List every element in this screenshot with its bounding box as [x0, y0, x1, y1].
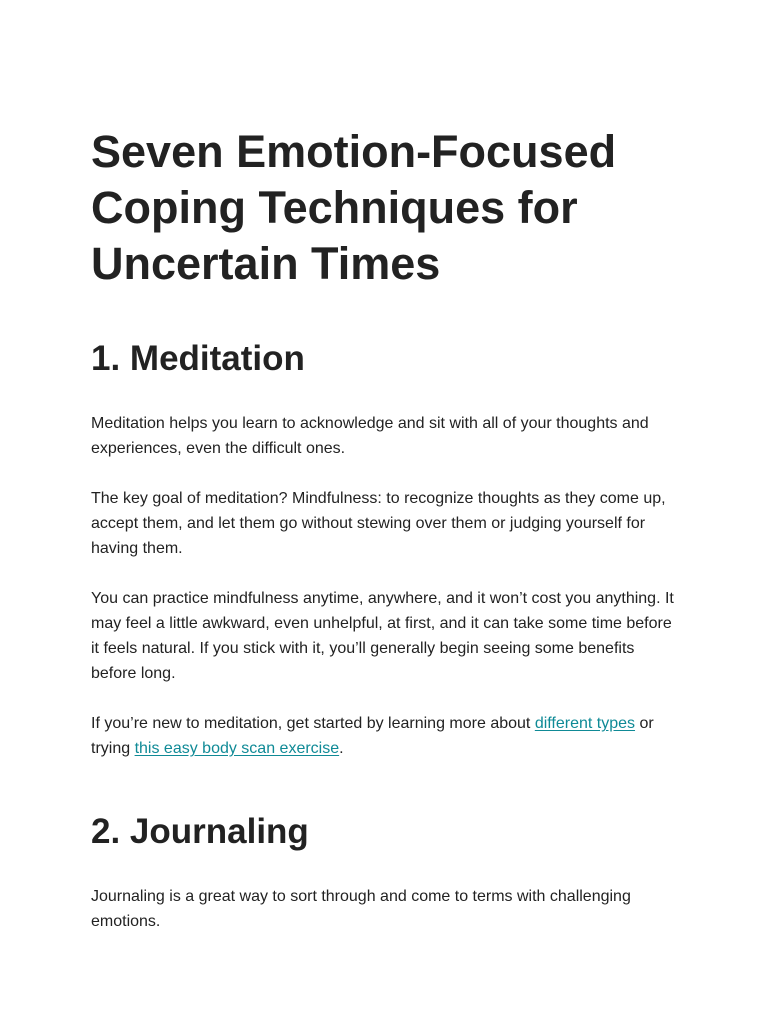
link-different-types[interactable]: different types	[534, 715, 636, 732]
paragraph: Journaling is a great way to sort through and come to terms with challenging emotions.	[91, 888, 631, 930]
section-meditation	[91, 339, 681, 761]
section-heading-meditation: 1. Meditation	[91, 339, 305, 378]
link-paragraph-prefix: If you’re new to meditation, get started by learning more about	[91, 715, 535, 732]
section-heading-journaling: 2. Journaling	[91, 812, 309, 851]
link-paragraph-suffix: .	[339, 740, 344, 757]
section-journaling	[91, 812, 681, 934]
link-body-scan-exercise[interactable]: this easy body scan exercise	[134, 740, 340, 757]
article	[91, 124, 681, 934]
paragraph-with-links	[91, 711, 681, 761]
paragraph: The key goal of meditation? Mindfulness: to recognize thoughts as they come up, accept them, and let them go without stewing over them or judging yourself for having them.	[91, 490, 666, 557]
article-title: Seven Emotion-Focused Coping Techniques for Uncertain Times	[91, 126, 617, 289]
paragraph: You can practice mindfulness anytime, anywhere, and it won’t cost you anything. It may feel a little awkward, even unhelpful, at first, and it can take some time before it feels natural. If you stick with it, you’ll generally begin seeing some benefits before long.	[91, 590, 674, 682]
link-paragraph-middle: or trying	[91, 715, 654, 757]
paragraph: Meditation helps you learn to acknowledge and sit with all of your thoughts and experiences, even the difficult ones.	[91, 415, 649, 457]
